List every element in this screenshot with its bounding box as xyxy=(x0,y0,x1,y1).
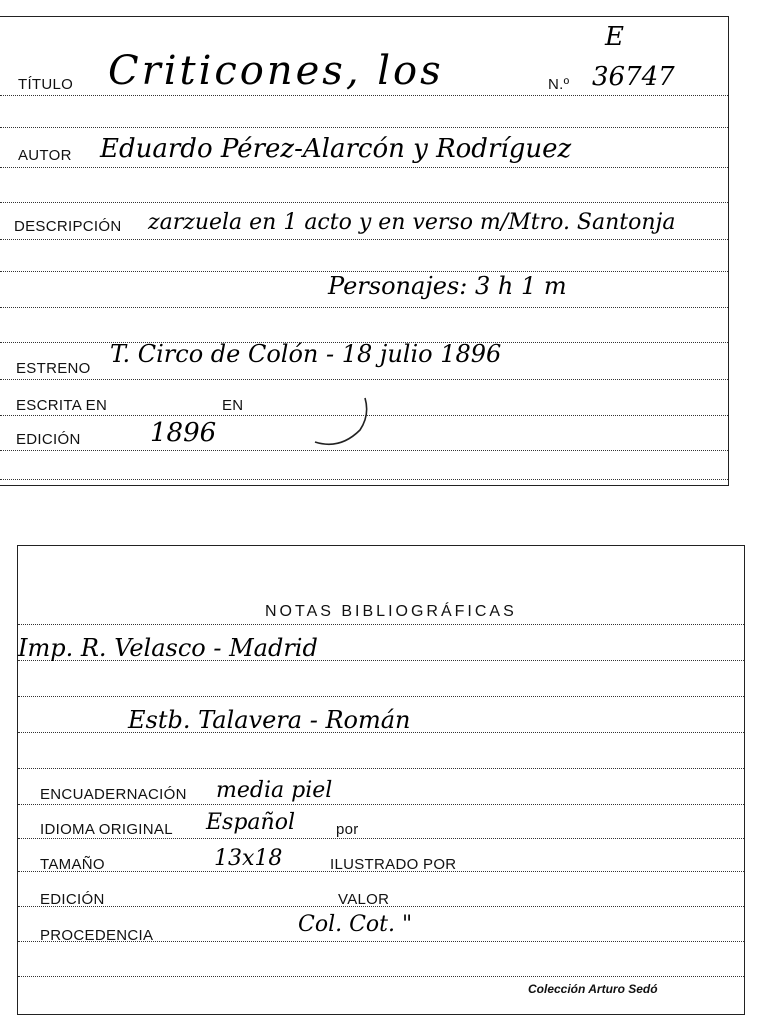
ruled-line xyxy=(0,127,728,128)
notes-line-1: Imp. R. Velasco - Madrid xyxy=(18,634,318,662)
collection-footer: Colección Arturo Sedó xyxy=(528,982,658,996)
descripcion-label: DESCRIPCIÓN xyxy=(14,218,122,235)
idioma-label: IDIOMA ORIGINAL xyxy=(40,821,173,838)
idioma-value: Español xyxy=(206,810,295,835)
ruled-line xyxy=(0,202,728,203)
ruled-line xyxy=(18,804,744,805)
titulo-label: TÍTULO xyxy=(18,76,74,93)
personajes-value: Personajes: 3 h 1 m xyxy=(328,272,567,300)
tamano-value: 13x18 xyxy=(214,846,283,871)
encuadernacion-label: ENCUADERNACIÓN xyxy=(40,786,187,803)
valor-label: VALOR xyxy=(338,891,390,908)
notes-line-2: Estb. Talavera - Román xyxy=(128,706,411,734)
ruled-line xyxy=(0,307,728,308)
descripcion-value: zarzuela en 1 acto y en verso m/Mtro. Santonja xyxy=(148,210,676,235)
ruled-line xyxy=(18,696,744,697)
tamano-label: TAMAÑO xyxy=(40,856,105,873)
ruled-line xyxy=(18,838,744,839)
autor-value: Eduardo Pérez-Alarcón y Rodríguez xyxy=(100,134,572,164)
ruled-line xyxy=(0,379,728,380)
ruled-line xyxy=(18,624,744,625)
por-label: por xyxy=(336,821,359,838)
corner-letter: E xyxy=(605,22,624,52)
ruled-line xyxy=(18,976,744,977)
titulo-value: Criticones, los xyxy=(108,48,444,94)
edicion-value: 1896 xyxy=(150,418,217,448)
ruled-line xyxy=(0,239,728,240)
ilustrado-label: ILUSTRADO POR xyxy=(330,856,457,873)
numero-label: N.º xyxy=(548,76,570,93)
ruled-line xyxy=(0,479,728,480)
edicion-back-label: EDICIÓN xyxy=(40,891,105,908)
ruled-line xyxy=(18,768,744,769)
ruled-line xyxy=(0,450,728,451)
pen-stroke-mark xyxy=(310,390,380,450)
notes-heading: NOTAS BIBLIOGRÁFICAS xyxy=(265,603,517,620)
ruled-line xyxy=(0,95,728,96)
numero-value: 36747 xyxy=(592,62,675,92)
procedencia-label: PROCEDENCIA xyxy=(40,927,154,944)
ruled-line xyxy=(0,167,728,168)
en-label: EN xyxy=(222,397,244,414)
estreno-value: T. Circo de Colón - 18 julio 1896 xyxy=(110,340,502,368)
escrita-en-label: ESCRITA EN xyxy=(16,397,108,414)
estreno-label: ESTRENO xyxy=(16,360,91,377)
autor-label: AUTOR xyxy=(18,147,72,164)
encuadernacion-value: media piel xyxy=(216,778,333,803)
edicion-label: EDICIÓN xyxy=(16,431,81,448)
procedencia-value: Col. Cot. " xyxy=(298,912,413,937)
